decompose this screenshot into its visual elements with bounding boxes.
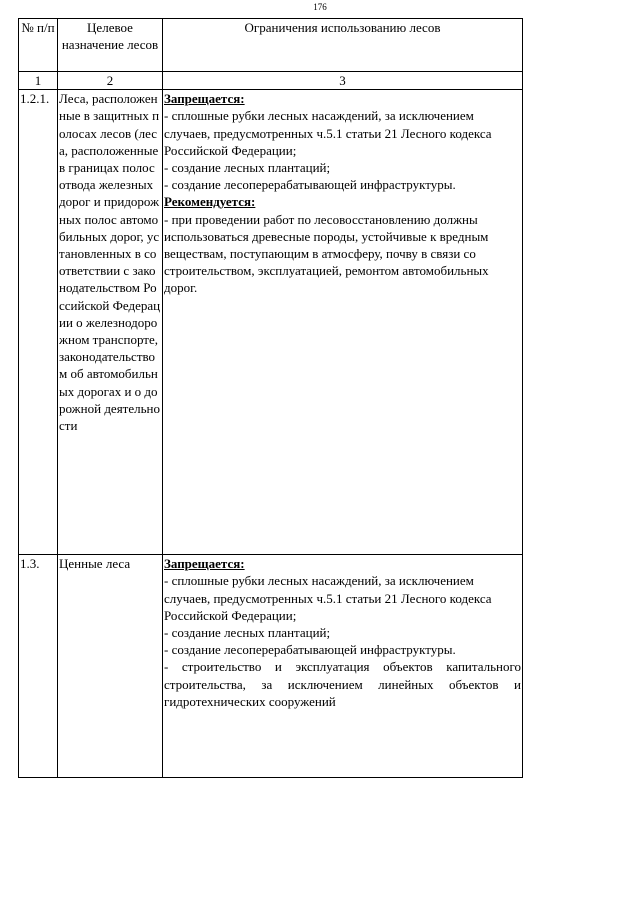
- page-number: 176: [313, 2, 327, 12]
- row-purpose: Ценные леса: [58, 555, 163, 778]
- column-number-row: [19, 72, 523, 90]
- prohibited-item: - сплошные рубки лесных насаждений, за исключением случаев, предусмотренных ч.5.1 статьи 21 Лесного кодекса Российской Федерации;: [164, 573, 492, 623]
- header-restrictions: Ограничения использованию лесов: [163, 19, 523, 72]
- forest-restrictions-table: [18, 18, 523, 778]
- table-row: [19, 90, 523, 555]
- table-header-row: [19, 19, 523, 72]
- row-purpose: Леса, расположенные в защитных полосах лесов (леса, расположенные в границах полос отвода железных дорог и придорожных полос автомобильных дорог, установленных в соответствии с законодательством Российской Федерации о железнодорожном транспорте, законодательством об автомобильных дорогах и о дорожной деятельности: [58, 90, 163, 555]
- prohibited-item: - создание лесоперерабатывающей инфраструктуры.: [164, 642, 456, 658]
- header-number: № п/п: [19, 19, 58, 72]
- column-number-1: 1: [19, 72, 58, 90]
- row-number: 1.3.: [19, 555, 58, 778]
- prohibited-title: Запрещается:: [164, 91, 245, 107]
- column-number-3: 3: [163, 72, 523, 90]
- recommended-item: - при проведении работ по лесовосстановлению должны использоваться древесные породы, устойчивые к вредным веществам, поступающим в атмосферу, почву в связи со строительством, эксплуатацией, ремонтом автомобильных дорог.: [164, 211, 489, 296]
- table-row: [19, 555, 523, 778]
- header-purpose: Целевое назначение лесов: [58, 19, 163, 72]
- prohibited-item: - сплошные рубки лесных насаждений, за исключением случаев, предусмотренных ч.5.1 статьи 21 Лесного кодекса Российской Федерации;: [164, 108, 492, 158]
- prohibited-title: Запрещается:: [164, 556, 245, 572]
- prohibited-item: - создание лесных плантаций;: [164, 625, 331, 641]
- row-restrictions: [163, 555, 523, 778]
- prohibited-item: - строительство и эксплуатация объектов капитального строительства, за исключением линейных объектов и гидротехнических сооружений: [164, 659, 521, 709]
- prohibited-item: - создание лесоперерабатывающей инфраструктуры.: [164, 177, 456, 193]
- prohibited-item: - создание лесных плантаций;: [164, 160, 331, 176]
- column-number-2: 2: [58, 72, 163, 90]
- row-number: 1.2.1.: [19, 90, 58, 555]
- row-restrictions: [163, 90, 523, 555]
- recommended-title: Рекомендуется:: [164, 194, 256, 210]
